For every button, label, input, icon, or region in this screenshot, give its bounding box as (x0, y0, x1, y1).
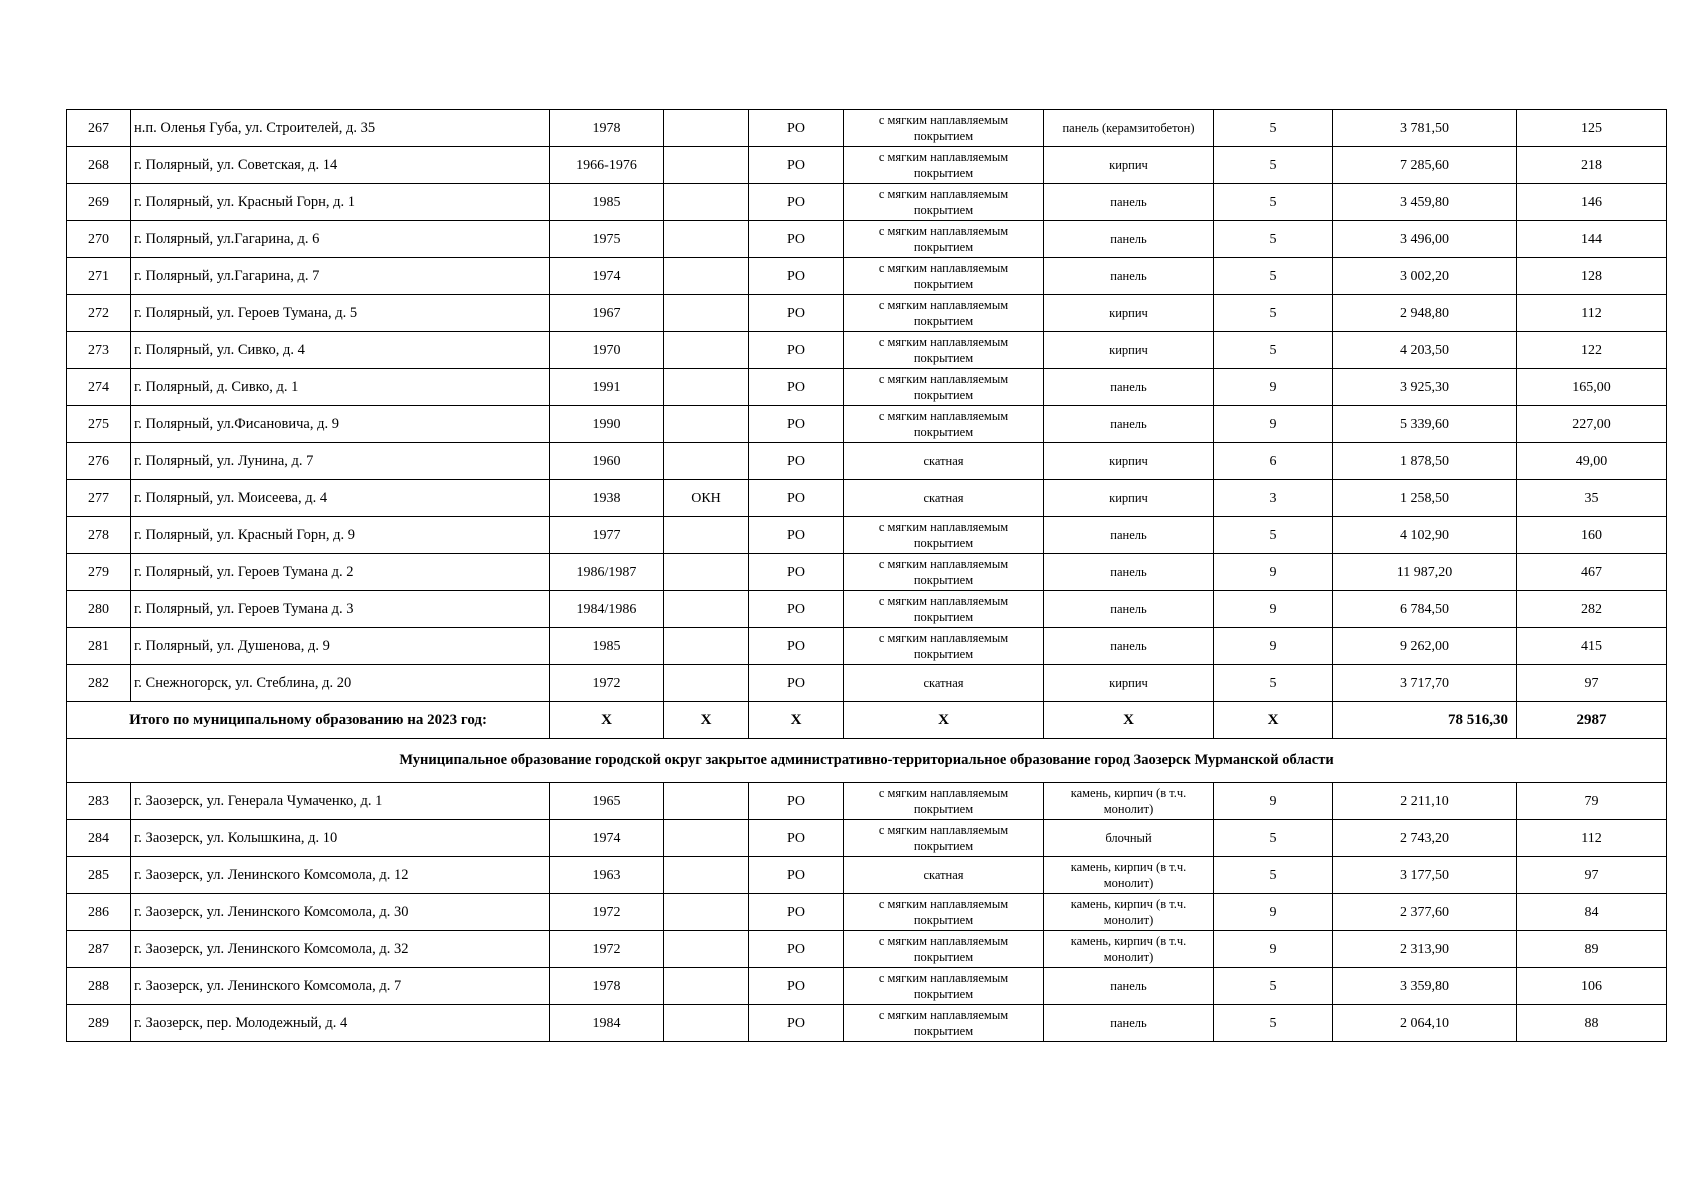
cell-area: 1 878,50 (1333, 443, 1517, 480)
cell-roof-type: с мягким наплавляемым покрытием (844, 1005, 1044, 1042)
cell-address: г. Полярный, ул.Гагарина, д. 6 (131, 221, 550, 258)
cell-fund-type: РО (749, 554, 844, 591)
cell-residents: 79 (1517, 783, 1667, 820)
cell-wall-material: панель (1044, 369, 1214, 406)
cell-roof-type: скатная (844, 443, 1044, 480)
cell-floors: 5 (1214, 221, 1333, 258)
cell-row-number: 269 (67, 184, 131, 221)
cell-area: 4 102,90 (1333, 517, 1517, 554)
cell-area: 3 459,80 (1333, 184, 1517, 221)
cell-wall-material: панель (1044, 628, 1214, 665)
cell-build-year: 1986/1987 (550, 554, 664, 591)
cell-floors: 5 (1214, 184, 1333, 221)
cell-floors: 5 (1214, 857, 1333, 894)
table-row (67, 221, 1667, 258)
cell-area: 11 987,20 (1333, 554, 1517, 591)
table-row (67, 443, 1667, 480)
cell-residents: 84 (1517, 894, 1667, 931)
cell-address: г. Заозерск, ул. Ленинского Комсомола, д. 12 (131, 857, 550, 894)
cell-floors: 9 (1214, 931, 1333, 968)
cell-build-year: 1965 (550, 783, 664, 820)
table-row (67, 295, 1667, 332)
table-row (67, 332, 1667, 369)
cell-row-number: 277 (67, 480, 131, 517)
cell-area: 2 948,80 (1333, 295, 1517, 332)
cell-roof-type: с мягким наплавляемым покрытием (844, 221, 1044, 258)
cell-wall-material: панель (1044, 1005, 1214, 1042)
cell-heritage-status (664, 221, 749, 258)
cell-area: 4 203,50 (1333, 332, 1517, 369)
cell-roof-type: с мягким наплавляемым покрытием (844, 369, 1044, 406)
cell-build-year: 1967 (550, 295, 664, 332)
cell-wall-material: кирпич (1044, 332, 1214, 369)
cell-build-year: 1978 (550, 110, 664, 147)
cell-roof-type: скатная (844, 665, 1044, 702)
total-mark: Х (1214, 702, 1333, 739)
cell-area: 2 313,90 (1333, 931, 1517, 968)
cell-build-year: 1990 (550, 406, 664, 443)
table-row (67, 1005, 1667, 1042)
cell-row-number: 267 (67, 110, 131, 147)
cell-floors: 5 (1214, 332, 1333, 369)
cell-fund-type: РО (749, 665, 844, 702)
cell-floors: 5 (1214, 147, 1333, 184)
cell-fund-type: РО (749, 931, 844, 968)
cell-roof-type: с мягким наплавляемым покрытием (844, 332, 1044, 369)
cell-heritage-status (664, 968, 749, 1005)
section-title: Муниципальное образование городской округ закрытое административно-территориальное образование город Заозерск Мурманской области (67, 739, 1667, 783)
table-row (67, 894, 1667, 931)
table-row (67, 820, 1667, 857)
cell-floors: 5 (1214, 110, 1333, 147)
cell-row-number: 270 (67, 221, 131, 258)
total-mark: Х (664, 702, 749, 739)
cell-wall-material: панель (керамзитобетон) (1044, 110, 1214, 147)
cell-roof-type: с мягким наплавляемым покрытием (844, 931, 1044, 968)
cell-fund-type: РО (749, 1005, 844, 1042)
cell-wall-material: кирпич (1044, 480, 1214, 517)
cell-row-number: 285 (67, 857, 131, 894)
cell-fund-type: РО (749, 295, 844, 332)
cell-roof-type: с мягким наплавляемым покрытием (844, 591, 1044, 628)
cell-address: н.п. Оленья Губа, ул. Строителей, д. 35 (131, 110, 550, 147)
cell-wall-material: блочный (1044, 820, 1214, 857)
cell-residents: 146 (1517, 184, 1667, 221)
cell-roof-type: с мягким наплавляемым покрытием (844, 147, 1044, 184)
cell-build-year: 1972 (550, 931, 664, 968)
cell-residents: 112 (1517, 295, 1667, 332)
table-row (67, 406, 1667, 443)
total-row (67, 702, 1667, 739)
cell-area: 2 377,60 (1333, 894, 1517, 931)
table-row (67, 554, 1667, 591)
cell-fund-type: РО (749, 820, 844, 857)
cell-heritage-status (664, 1005, 749, 1042)
cell-residents: 227,00 (1517, 406, 1667, 443)
cell-wall-material: кирпич (1044, 295, 1214, 332)
table-row (67, 517, 1667, 554)
total-label: Итого по муниципальному образованию на 2023 год: (67, 702, 550, 739)
cell-roof-type: скатная (844, 480, 1044, 517)
cell-floors: 9 (1214, 369, 1333, 406)
cell-row-number: 284 (67, 820, 131, 857)
cell-build-year: 1972 (550, 894, 664, 931)
cell-fund-type: РО (749, 443, 844, 480)
cell-fund-type: РО (749, 968, 844, 1005)
cell-residents: 160 (1517, 517, 1667, 554)
cell-fund-type: РО (749, 857, 844, 894)
cell-roof-type: с мягким наплавляемым покрытием (844, 295, 1044, 332)
cell-roof-type: с мягким наплавляемым покрытием (844, 110, 1044, 147)
cell-floors: 9 (1214, 554, 1333, 591)
cell-heritage-status (664, 369, 749, 406)
cell-wall-material: панель (1044, 184, 1214, 221)
cell-build-year: 1978 (550, 968, 664, 1005)
cell-wall-material: панель (1044, 221, 1214, 258)
cell-address: г. Полярный, ул. Моисеева, д. 4 (131, 480, 550, 517)
cell-row-number: 283 (67, 783, 131, 820)
cell-build-year: 1984 (550, 1005, 664, 1042)
cell-area: 5 339,60 (1333, 406, 1517, 443)
cell-build-year: 1966-1976 (550, 147, 664, 184)
cell-heritage-status (664, 857, 749, 894)
cell-build-year: 1985 (550, 184, 664, 221)
cell-address: г. Заозерск, ул. Колышкина, д. 10 (131, 820, 550, 857)
cell-roof-type: с мягким наплавляемым покрытием (844, 184, 1044, 221)
cell-heritage-status (664, 591, 749, 628)
cell-residents: 144 (1517, 221, 1667, 258)
cell-residents: 125 (1517, 110, 1667, 147)
total-residents: 2987 (1517, 702, 1667, 739)
cell-roof-type: с мягким наплавляемым покрытием (844, 406, 1044, 443)
cell-address: г. Полярный, ул. Советская, д. 14 (131, 147, 550, 184)
cell-residents: 415 (1517, 628, 1667, 665)
cell-row-number: 287 (67, 931, 131, 968)
table-row (67, 110, 1667, 147)
cell-address: г. Полярный, ул. Героев Тумана д. 2 (131, 554, 550, 591)
cell-address: г. Заозерск, ул. Генерала Чумаченко, д. 1 (131, 783, 550, 820)
cell-residents: 88 (1517, 1005, 1667, 1042)
cell-floors: 5 (1214, 295, 1333, 332)
table-row (67, 258, 1667, 295)
cell-floors: 5 (1214, 517, 1333, 554)
cell-row-number: 273 (67, 332, 131, 369)
cell-fund-type: РО (749, 517, 844, 554)
cell-residents: 128 (1517, 258, 1667, 295)
cell-area: 1 258,50 (1333, 480, 1517, 517)
cell-fund-type: РО (749, 184, 844, 221)
cell-area: 3 781,50 (1333, 110, 1517, 147)
cell-fund-type: РО (749, 258, 844, 295)
cell-address: г. Заозерск, ул. Ленинского Комсомола, д. 7 (131, 968, 550, 1005)
cell-row-number: 280 (67, 591, 131, 628)
table-row (67, 665, 1667, 702)
cell-build-year: 1974 (550, 820, 664, 857)
cell-residents: 122 (1517, 332, 1667, 369)
cell-fund-type: РО (749, 369, 844, 406)
cell-area: 3 717,70 (1333, 665, 1517, 702)
cell-wall-material: кирпич (1044, 443, 1214, 480)
cell-address: г. Полярный, ул. Лунина, д. 7 (131, 443, 550, 480)
cell-heritage-status (664, 628, 749, 665)
table-body-part-one (67, 110, 1667, 702)
cell-address: г. Полярный, ул. Сивко, д. 4 (131, 332, 550, 369)
cell-build-year: 1972 (550, 665, 664, 702)
cell-row-number: 274 (67, 369, 131, 406)
cell-address: г. Снежногорск, ул. Стеблина, д. 20 (131, 665, 550, 702)
cell-heritage-status (664, 443, 749, 480)
cell-wall-material: панель (1044, 968, 1214, 1005)
cell-row-number: 276 (67, 443, 131, 480)
total-mark: Х (749, 702, 844, 739)
cell-fund-type: РО (749, 894, 844, 931)
table-row (67, 184, 1667, 221)
cell-heritage-status (664, 931, 749, 968)
housing-table (66, 109, 1667, 1042)
cell-floors: 9 (1214, 894, 1333, 931)
cell-build-year: 1963 (550, 857, 664, 894)
cell-wall-material: панель (1044, 554, 1214, 591)
cell-address: г. Полярный, ул.Фисановича, д. 9 (131, 406, 550, 443)
cell-row-number: 268 (67, 147, 131, 184)
table-row (67, 591, 1667, 628)
cell-wall-material: камень, кирпич (в т.ч. монолит) (1044, 857, 1214, 894)
cell-heritage-status (664, 110, 749, 147)
cell-residents: 106 (1517, 968, 1667, 1005)
table-body-part-two (67, 783, 1667, 1042)
cell-heritage-status (664, 517, 749, 554)
section-header-row (67, 739, 1667, 783)
cell-area: 3 359,80 (1333, 968, 1517, 1005)
cell-row-number: 288 (67, 968, 131, 1005)
cell-row-number: 271 (67, 258, 131, 295)
cell-residents: 89 (1517, 931, 1667, 968)
cell-address: г. Заозерск, ул. Ленинского Комсомола, д. 30 (131, 894, 550, 931)
cell-roof-type: с мягким наплавляемым покрытием (844, 783, 1044, 820)
cell-address: г. Полярный, ул. Героев Тумана, д. 5 (131, 295, 550, 332)
cell-area: 3 002,20 (1333, 258, 1517, 295)
cell-build-year: 1970 (550, 332, 664, 369)
total-mark: Х (844, 702, 1044, 739)
cell-area: 6 784,50 (1333, 591, 1517, 628)
cell-build-year: 1960 (550, 443, 664, 480)
total-mark: Х (1044, 702, 1214, 739)
cell-wall-material: кирпич (1044, 147, 1214, 184)
cell-row-number: 282 (67, 665, 131, 702)
cell-roof-type: с мягким наплавляемым покрытием (844, 820, 1044, 857)
cell-residents: 97 (1517, 665, 1667, 702)
cell-address: г. Полярный, д. Сивко, д. 1 (131, 369, 550, 406)
table-body-total (67, 702, 1667, 783)
cell-fund-type: РО (749, 591, 844, 628)
cell-heritage-status (664, 147, 749, 184)
cell-floors: 9 (1214, 406, 1333, 443)
cell-area: 2 064,10 (1333, 1005, 1517, 1042)
cell-heritage-status (664, 554, 749, 591)
cell-fund-type: РО (749, 110, 844, 147)
cell-residents: 218 (1517, 147, 1667, 184)
cell-wall-material: панель (1044, 591, 1214, 628)
cell-heritage-status (664, 894, 749, 931)
cell-build-year: 1985 (550, 628, 664, 665)
cell-address: г. Заозерск, ул. Ленинского Комсомола, д. 32 (131, 931, 550, 968)
cell-residents: 282 (1517, 591, 1667, 628)
cell-fund-type: РО (749, 147, 844, 184)
cell-address: г. Полярный, ул. Душенова, д. 9 (131, 628, 550, 665)
cell-wall-material: панель (1044, 258, 1214, 295)
cell-area: 3 496,00 (1333, 221, 1517, 258)
cell-wall-material: камень, кирпич (в т.ч. монолит) (1044, 783, 1214, 820)
cell-heritage-status (664, 665, 749, 702)
cell-row-number: 286 (67, 894, 131, 931)
cell-fund-type: РО (749, 221, 844, 258)
cell-build-year: 1977 (550, 517, 664, 554)
table-row (67, 968, 1667, 1005)
cell-address: г. Полярный, ул. Красный Горн, д. 9 (131, 517, 550, 554)
cell-area: 7 285,60 (1333, 147, 1517, 184)
cell-residents: 112 (1517, 820, 1667, 857)
cell-floors: 9 (1214, 591, 1333, 628)
cell-roof-type: скатная (844, 857, 1044, 894)
cell-area: 3 177,50 (1333, 857, 1517, 894)
cell-residents: 165,00 (1517, 369, 1667, 406)
cell-fund-type: РО (749, 628, 844, 665)
cell-address: г. Заозерск, пер. Молодежный, д. 4 (131, 1005, 550, 1042)
table-row (67, 857, 1667, 894)
cell-build-year: 1974 (550, 258, 664, 295)
cell-floors: 5 (1214, 258, 1333, 295)
cell-wall-material: кирпич (1044, 665, 1214, 702)
table-row (67, 931, 1667, 968)
cell-floors: 3 (1214, 480, 1333, 517)
cell-floors: 6 (1214, 443, 1333, 480)
cell-build-year: 1938 (550, 480, 664, 517)
cell-residents: 35 (1517, 480, 1667, 517)
cell-build-year: 1984/1986 (550, 591, 664, 628)
cell-wall-material: камень, кирпич (в т.ч. монолит) (1044, 931, 1214, 968)
cell-residents: 467 (1517, 554, 1667, 591)
cell-build-year: 1991 (550, 369, 664, 406)
cell-row-number: 272 (67, 295, 131, 332)
cell-row-number: 279 (67, 554, 131, 591)
cell-floors: 5 (1214, 968, 1333, 1005)
table-row (67, 480, 1667, 517)
cell-heritage-status: ОКН (664, 480, 749, 517)
cell-heritage-status (664, 295, 749, 332)
cell-area: 2 743,20 (1333, 820, 1517, 857)
table-row (67, 783, 1667, 820)
cell-row-number: 278 (67, 517, 131, 554)
cell-row-number: 275 (67, 406, 131, 443)
cell-fund-type: РО (749, 332, 844, 369)
cell-area: 9 262,00 (1333, 628, 1517, 665)
cell-address: г. Полярный, ул.Гагарина, д. 7 (131, 258, 550, 295)
cell-roof-type: с мягким наплавляемым покрытием (844, 554, 1044, 591)
cell-floors: 5 (1214, 665, 1333, 702)
cell-heritage-status (664, 258, 749, 295)
cell-heritage-status (664, 783, 749, 820)
cell-fund-type: РО (749, 406, 844, 443)
cell-area: 2 211,10 (1333, 783, 1517, 820)
table-row (67, 628, 1667, 665)
total-mark: Х (550, 702, 664, 739)
table-row (67, 147, 1667, 184)
cell-residents: 49,00 (1517, 443, 1667, 480)
cell-area: 3 925,30 (1333, 369, 1517, 406)
cell-floors: 5 (1214, 1005, 1333, 1042)
cell-heritage-status (664, 184, 749, 221)
cell-heritage-status (664, 820, 749, 857)
cell-heritage-status (664, 332, 749, 369)
cell-roof-type: с мягким наплавляемым покрытием (844, 258, 1044, 295)
cell-roof-type: с мягким наплавляемым покрытием (844, 628, 1044, 665)
cell-roof-type: с мягким наплавляемым покрытием (844, 894, 1044, 931)
cell-wall-material: панель (1044, 517, 1214, 554)
cell-build-year: 1975 (550, 221, 664, 258)
total-area: 78 516,30 (1333, 702, 1517, 739)
cell-address: г. Полярный, ул. Героев Тумана д. 3 (131, 591, 550, 628)
table-row (67, 369, 1667, 406)
cell-floors: 9 (1214, 628, 1333, 665)
cell-heritage-status (664, 406, 749, 443)
cell-row-number: 289 (67, 1005, 131, 1042)
cell-floors: 5 (1214, 820, 1333, 857)
cell-wall-material: панель (1044, 406, 1214, 443)
cell-roof-type: с мягким наплавляемым покрытием (844, 968, 1044, 1005)
cell-fund-type: РО (749, 783, 844, 820)
cell-row-number: 281 (67, 628, 131, 665)
cell-address: г. Полярный, ул. Красный Горн, д. 1 (131, 184, 550, 221)
cell-wall-material: камень, кирпич (в т.ч. монолит) (1044, 894, 1214, 931)
cell-residents: 97 (1517, 857, 1667, 894)
cell-floors: 9 (1214, 783, 1333, 820)
cell-fund-type: РО (749, 480, 844, 517)
cell-roof-type: с мягким наплавляемым покрытием (844, 517, 1044, 554)
